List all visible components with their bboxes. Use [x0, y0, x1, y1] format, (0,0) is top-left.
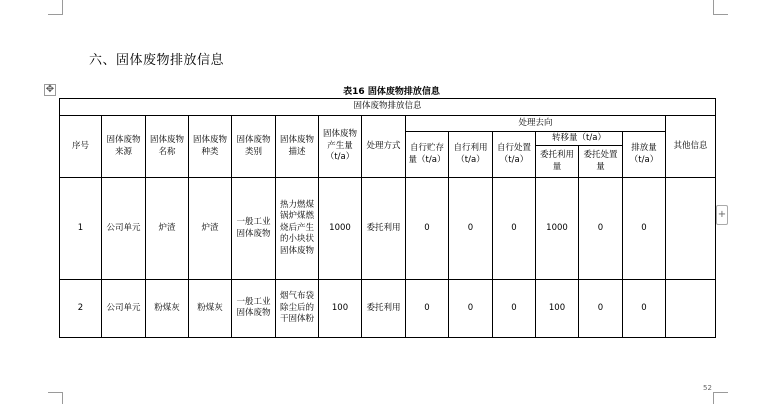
header-name: 固体废物名称	[146, 116, 189, 178]
header-emission: 排放量（t/a）	[623, 132, 666, 178]
table-row	[60, 178, 716, 279]
header-output: 固体废物产生量（t/a）	[319, 116, 362, 178]
section-heading: 六、固体废物排放信息	[89, 53, 225, 68]
header-source: 固体废物来源	[102, 116, 146, 178]
cell-self-use: 0	[449, 279, 493, 337]
cell-entrust-treat: 0	[579, 178, 623, 279]
cell-name: 粉煤灰	[146, 279, 189, 337]
cell-desc: 热力燃煤锅炉煤燃烧后产生的小块状固体废物	[276, 178, 319, 279]
cell-entrust-use: 1000	[536, 178, 579, 279]
plus-icon[interactable]: +	[716, 205, 728, 225]
header-kind: 固体废物种类	[189, 116, 232, 178]
cell-output: 100	[319, 279, 362, 337]
cell-self-treat: 0	[493, 178, 536, 279]
crop-mark-bottom-right-h	[713, 392, 728, 393]
cell-category: 一般工业固体废物	[232, 178, 276, 279]
crop-mark-top-right-v	[713, 0, 714, 14]
crop-mark-bottom-left-h	[48, 392, 63, 393]
header-desc: 固体废物描述	[276, 116, 319, 178]
header-category: 固体废物类别	[232, 116, 276, 178]
header-self-use: 自行利用（t/a）	[449, 132, 493, 178]
cell-seq: 2	[60, 279, 102, 337]
cell-method: 委托利用	[362, 279, 406, 337]
cell-entrust-treat: 0	[579, 279, 623, 337]
crop-mark-top-left-h	[48, 14, 63, 15]
crop-mark-top-left-v	[62, 0, 63, 14]
cell-emission: 0	[623, 279, 666, 337]
header-seq: 序号	[60, 116, 102, 178]
cell-entrust-use: 100	[536, 279, 579, 337]
header-disposal-group: 处理去向	[406, 116, 666, 132]
crop-mark-bottom-right-v	[713, 392, 714, 404]
cell-kind: 炉渣	[189, 178, 232, 279]
header-other: 其他信息	[666, 116, 716, 178]
header-entrust-use: 委托利用量	[536, 146, 579, 178]
crop-mark-top-right-h	[713, 14, 728, 15]
cell-emission: 0	[623, 178, 666, 279]
header-self-storage: 自行贮存量（t/a）	[406, 132, 449, 178]
table-row	[60, 279, 716, 337]
cell-category: 一般工业固体废物	[232, 279, 276, 337]
move-handle-icon[interactable]: ✥	[45, 84, 55, 95]
cell-self-treat: 0	[493, 279, 536, 337]
cell-self-use: 0	[449, 178, 493, 279]
crop-mark-bottom-left-v	[62, 392, 63, 404]
page-number: 52	[703, 384, 712, 392]
cell-output: 1000	[319, 178, 362, 279]
cell-name: 炉渣	[146, 178, 189, 279]
cell-method: 委托利用	[362, 178, 406, 279]
cell-self-storage: 0	[406, 178, 449, 279]
cell-other	[666, 279, 716, 337]
cell-desc: 烟气布袋除尘后的干固体粉	[276, 279, 319, 337]
cell-seq: 1	[60, 178, 102, 279]
cell-self-storage: 0	[406, 279, 449, 337]
header-self-treat: 自行处置（t/a）	[493, 132, 536, 178]
cell-source: 公司单元	[102, 279, 146, 337]
solid-waste-table	[59, 98, 716, 338]
header-method: 处理方式	[362, 116, 406, 178]
table-caption: 表16 固体废物排放信息	[343, 87, 440, 97]
cell-other	[666, 178, 716, 279]
header-entrust-treat: 委托处置量	[579, 146, 623, 178]
table-group-title: 固体废物排放信息	[60, 99, 716, 116]
cell-source: 公司单元	[102, 178, 146, 279]
cell-kind: 粉煤灰	[189, 279, 232, 337]
header-transfer-group: 转移量（t/a）	[536, 132, 623, 146]
